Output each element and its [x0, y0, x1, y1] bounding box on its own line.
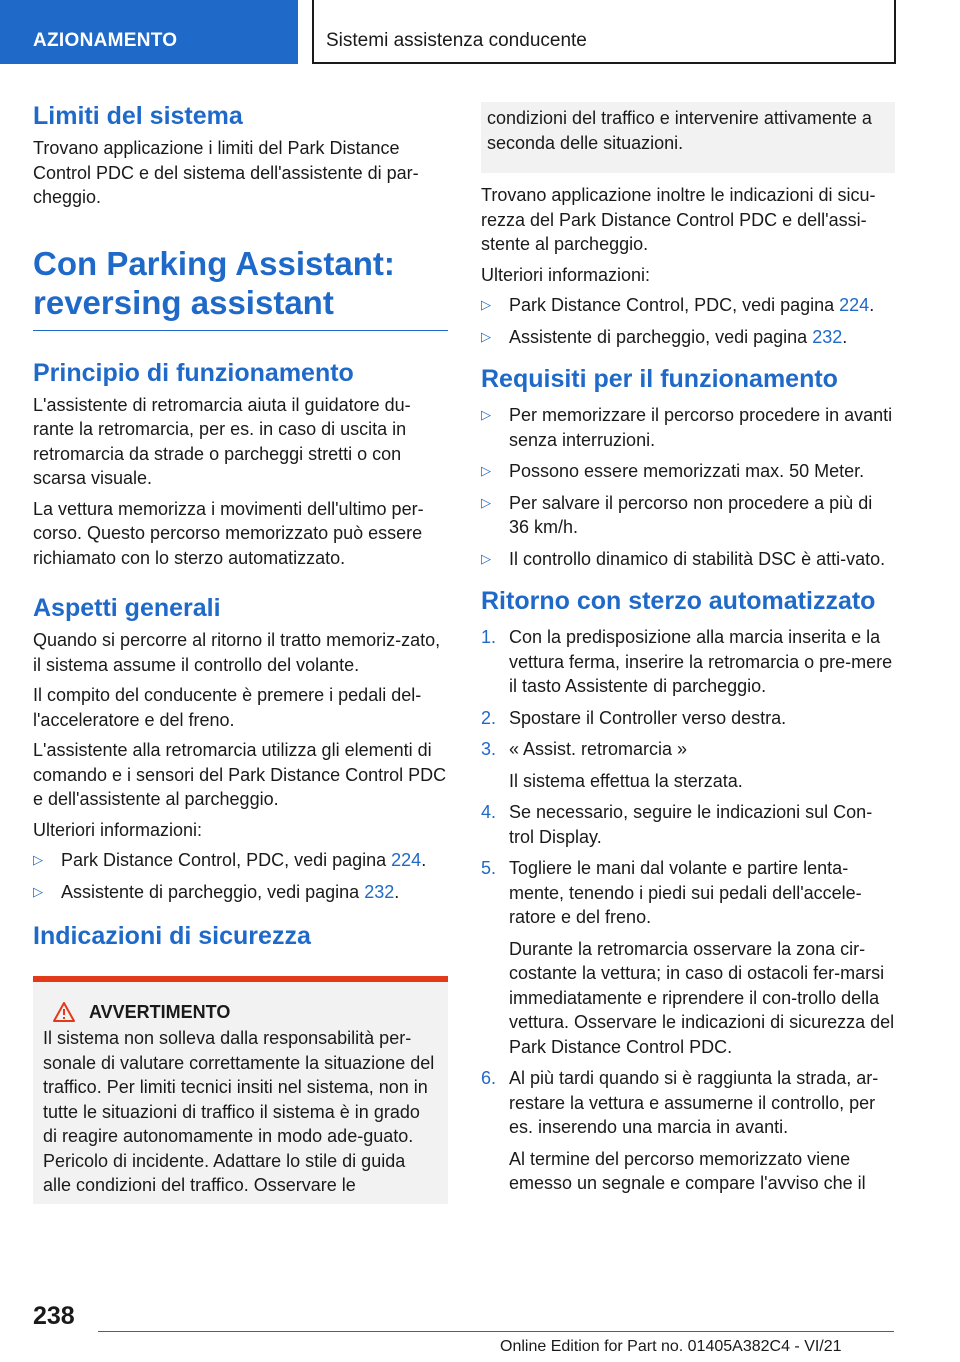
right-column: [481, 102, 895, 1203]
page-number: 238: [33, 1302, 75, 1330]
heading-ritorno: Ritorno con sterzo automatizzato: [481, 587, 876, 615]
list-item: 5. Togliere le mani dal volante e partire lenta-mente, tenendo i piedi sui pedali dell'accele-ratore e del freno. Durante la retromarcia osservare la zona cir-costante la vettura; in caso di ostacoli fer-marsi immediatamente e riprendere il con-trollo della vettura. Osservare le indicazioni di sicurezza del Park Distance Control PDC.: [481, 858, 895, 1057]
list-item: 6. Al più tardi quando si è raggiunta la strada, ar-restare la vettura e assumerne il controllo, per es. inserendo una marcia in avanti. Al termine del percorso memorizzato viene emesso un segnale e compare l'avviso che il: [481, 1068, 879, 1193]
list-item: ▷ Park Distance Control, PDC, vedi pagina 224.: [33, 848, 448, 873]
warning-text-continued: condizioni del traffico e intervenire attivamente a seconda delle situazioni.: [487, 108, 872, 153]
paragraph-limiti: Trovano applicazione i limiti del Park Distance Control PDC e del sistema dell'assistente di par-cheggio.: [33, 138, 419, 207]
triangle-bullet-icon: ▷: [481, 297, 491, 312]
warning-text: Il sistema non solleva dalla responsabilità per-sonale di valutare correttamente la situazione del traffico. Per limiti tecnici insiti nel sistema, non in tutte le situazioni di traffico il sistema è in grado di reagire autonomamente in modo ade-guato. Pericolo di incidente. Adattare lo stile di guida alle condizioni del traffico. Osservare le: [43, 1028, 435, 1195]
heading-aspetti: Aspetti generali: [33, 594, 221, 622]
paragraph-ulteriori-right: Ulteriori informazioni:: [481, 264, 651, 285]
triangle-bullet-icon: ▷: [481, 550, 491, 566]
requirements-list: [481, 403, 895, 571]
heading-requisiti: Requisiti per il funzionamento: [481, 365, 838, 393]
triangle-bullet-icon: ▷: [481, 494, 491, 510]
section-tab: AZIONAMENTO: [0, 0, 298, 64]
title-rule: [33, 330, 448, 331]
page-link[interactable]: 224: [839, 295, 870, 315]
warning-box-continued: [481, 102, 895, 173]
paragraph-aspetti-2: Il compito del conducente è premere i pedali del-l'acceleratore e del freno.: [33, 685, 422, 730]
list-item: ▷ Possono essere memorizzati max. 50 Meter.: [481, 459, 895, 484]
list-item: ▷ Il controllo dinamico di stabilità DSC è atti-vato.: [481, 547, 895, 572]
list-item: 2. Spostare il Controller verso destra.: [481, 707, 787, 728]
list-item: 3. « Assist. retromarcia » Il sistema effettua la sterzata.: [481, 739, 743, 791]
paragraph-principio-2: La vettura memorizza i movimenti dell'ultimo per-corso. Questo percorso memorizzato può essere richiamato con lo sterzo automatizzato.: [33, 498, 424, 568]
triangle-bullet-icon: ▷: [33, 852, 43, 867]
page-link[interactable]: 232: [364, 881, 395, 902]
heading-principio: Principio di funzionamento: [33, 358, 354, 387]
list-item: ▷ Per salvare il percorso non procedere a più di 36 km/h.: [481, 491, 895, 540]
heading-limiti: Limiti del sistema: [33, 102, 243, 130]
paragraph-aspetti-1: Quando si percorre al ritorno il tratto memoriz-zato, il sistema assume il controllo del volante.: [33, 630, 441, 675]
triangle-bullet-icon: ▷: [33, 883, 43, 899]
paragraph-sicurezza: Trovano applicazione inoltre le indicazioni di sicu-rezza del Park Distance Control PDC e dell'assi-stente al parcheggio.: [481, 185, 876, 254]
page-link[interactable]: 232: [812, 326, 843, 347]
warning-triangle-icon: [53, 1002, 75, 1022]
triangle-bullet-icon: ▷: [481, 463, 491, 478]
chapter-title: Sistemi assistenza conducente: [312, 0, 896, 64]
page-link[interactable]: 224: [391, 850, 422, 870]
list-item: ▷ Assistente di parcheggio, vedi pagina 232.: [481, 325, 895, 350]
reference-list-right: [481, 293, 895, 349]
edition-text: Online Edition for Part no. 01405A382C4 - VI/21: [500, 1338, 842, 1355]
list-item: 4. Se necessario, seguire le indicazioni sul Con-trol Display.: [481, 802, 873, 847]
list-item: ▷ Park Distance Control, PDC, vedi pagina 224.: [481, 293, 895, 318]
left-column: [33, 100, 448, 1204]
reference-list: [33, 848, 448, 904]
paragraph-principio-1: L'assistente di retromarcia aiuta il guidatore du-rante la retromarcia, per es. in caso di uscita in retromarcia da strade o parcheggi stretti o con scarsa visuale.: [33, 394, 411, 488]
main-title: Con Parking Assistant: reversing assistant: [33, 244, 395, 321]
paragraph-ulteriori: Ulteriori informazioni:: [33, 819, 203, 840]
triangle-bullet-icon: ▷: [481, 407, 491, 422]
paragraph-aspetti-3: L'assistente alla retromarcia utilizza gli elementi di comando e i sensori del Park Distance Control PDC e dell'assistente al parcheggio.: [33, 740, 447, 809]
warning-title: AVVERTIMENTO: [89, 1002, 231, 1022]
steps-list: [481, 625, 895, 1196]
list-item: ▷ Per memorizzare il percorso procedere in avanti senza interruzioni.: [481, 403, 895, 452]
list-item: ▷ Assistente di parcheggio, vedi pagina 232.: [33, 880, 448, 905]
footer-rule: [98, 1331, 894, 1332]
list-item: 1. Con la predisposizione alla marcia inserita e la vettura ferma, inserire la retromarcia o pre-mere il tasto Assistente di parcheggio.: [481, 627, 893, 696]
warning-box: [33, 976, 448, 1204]
triangle-bullet-icon: ▷: [481, 328, 491, 344]
heading-sicurezza: Indicazioni di sicurezza: [33, 922, 311, 950]
